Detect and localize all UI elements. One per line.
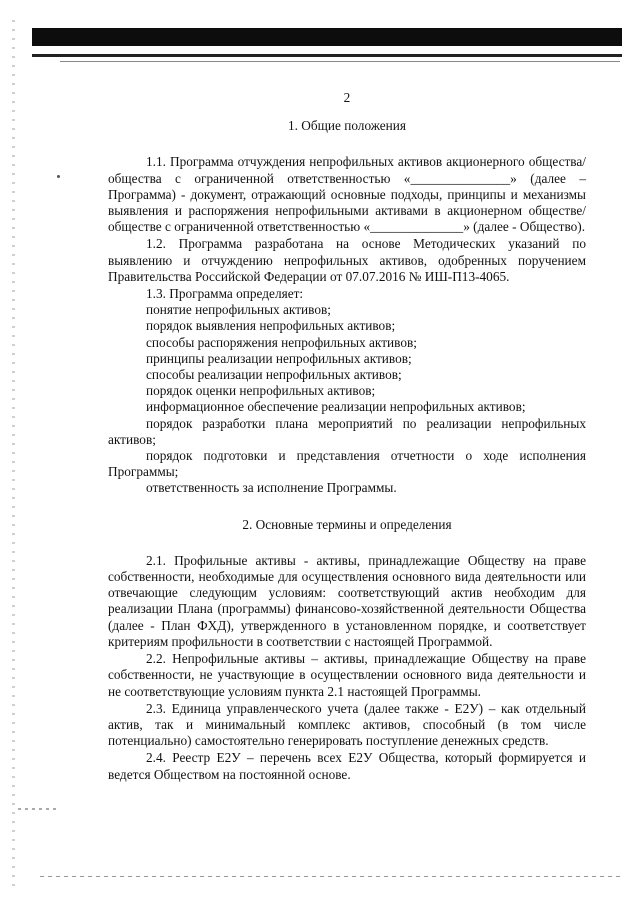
paragraph-2-2: 2.2. Непрофильные активы – активы, принадлежащие Обществу на праве собственности, не участвующие в осуществлении основного вида деятельности и не соответствующие условиям пункта 2.1 настоящей Программы. <box>108 651 586 699</box>
list-item: порядок разработки плана мероприятий по реализации непрофильных активов; <box>108 415 586 447</box>
list-item: информационное обеспечение реализации непрофильных активов; <box>146 399 526 415</box>
scan-thin-rule <box>60 61 620 62</box>
section-2-title: 2. Основные термины и определения <box>242 516 452 532</box>
list-item: принципы реализации непрофильных активов; <box>146 350 412 366</box>
list-item: способы распоряжения непрофильных активов; <box>146 334 417 350</box>
scan-left-edge-noise <box>12 20 15 890</box>
paragraph-1-1: 1.1. Программа отчуждения непрофильных активов акционерного общества/общества с ограниченной ответственностью «_______________» (далее – Программа) - документ, отражающий основные подходы, принципы и механизмы выявления и распоряжения непрофильными активами в акционерном обществе/обществе с ограниченной ответственностью «______________» (далее - Общество). <box>108 154 586 235</box>
paragraph-2-1: 2.1. Профильные активы - активы, принадлежащие Обществу на праве собственности, необходимые для осуществления основного вида деятельности или отвечающие следующим условиям: соответствующий актив необходим для реализации Плана (программы) финансово-хозяйственной деятельности Общества (далее - План ФХД), утвержденного в установленном порядке, и соответствует критериям профильности в соответствии с настоящей Программой. <box>108 552 586 649</box>
scan-top-black-bar <box>32 28 622 46</box>
list-item: порядок оценки непрофильных активов; <box>146 383 376 399</box>
paragraph-1-2: 1.2. Программа разработана на основе Методических указаний по выявлению и отчуждению непрофильных активов, одобренных поручением Правительства Российской Федерации от 07.07.2016 № ИШ-П13-4065. <box>108 236 586 284</box>
scan-bottom-rule <box>40 876 620 877</box>
paragraph-2-3: 2.3. Единица управленческого учета (далее также - Е2У) – как отдельный актив, так и минимальный комплекс активов, способный (в том числе потенциально) самостоятельно генерировать поступление денежных средств. <box>108 700 586 749</box>
scan-speck <box>57 175 60 178</box>
list-item: способы реализации непрофильных активов; <box>146 367 402 383</box>
list-item: понятие непрофильных активов; <box>146 302 331 318</box>
paragraph-1-3-intro: 1.3. Программа определяет: <box>146 286 304 302</box>
document-page <box>108 90 586 783</box>
scan-top-rule <box>32 54 622 57</box>
scan-speck-bottom <box>18 808 58 810</box>
list-item: порядок выявления непрофильных активов; <box>146 318 396 334</box>
section-1-title: 1. Общие положения <box>287 118 407 134</box>
page-number: 2 <box>343 90 351 105</box>
list-item: ответственность за исполнение Программы. <box>146 480 397 496</box>
paragraph-2-4: 2.4. Реестр Е2У – перечень всех Е2У Общества, который формируется и ведется Обществом на постоянной основе. <box>108 750 586 782</box>
list-item: порядок подготовки и представления отчетности о ходе исполнения Программы; <box>108 448 586 480</box>
